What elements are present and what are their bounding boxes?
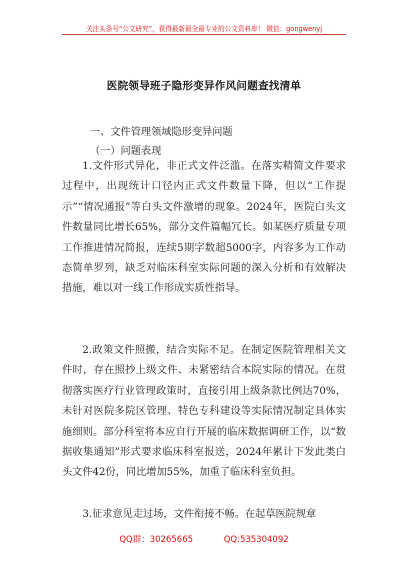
paragraph-text: 1.文件形式异化，非正式文件泛滥。在落实精简文件要求过程中，出现统计口径内正式文件数量下降，但以“工作提示”“情况通报”等白头文件激增的现象。2024年，医院白头文件数量同比增长65%，部分文件篇幅冗长。如某医疗质量专项工作推进情况简报，连续5期字数超5000字，内容多为工作动态简单罗列，缺乏对临床科室实际问题的深入分析和有效解决措施，难以对一线工作形成实质性指导。 xyxy=(62,161,346,295)
subsection-heading: （一）问题表现 xyxy=(90,146,162,157)
paragraph-text: 3.征求意见走过场，文件衔接不畅。在起草医院规章 xyxy=(82,509,317,520)
paragraph-3 xyxy=(62,505,346,525)
footer-contact xyxy=(0,533,408,545)
paragraph-text: 2.政策文件照搬，结合实际不足。在制定医院管理相关文件时，存在照抄上级文件、未紧密结合本院实际的情况。在贯彻落实医疗行业管理政策时，直接引用上级条款比例达70%，未针对医院多院区管理、特色专科建设等实际情况制定具体实施细则。部分科室将本应自行开展的临床数据调研工作，以“数据收集通知”形式要求临床科室报送，2024年累计下发此类白头文件42份，同比增加55%，加重了临床科室负担。 xyxy=(62,345,346,479)
document-title: 医院领导班子隐形变异作风问题查找清单 xyxy=(106,80,302,92)
header-banner: 关注头条号“公文研究”，获得最新最全最专业的公文资料库！ 微信：gongwenyj xyxy=(85,25,323,33)
header-rule xyxy=(62,34,346,35)
footer-qq: QQ:535304092 xyxy=(223,535,289,545)
paragraph-1 xyxy=(62,157,346,300)
paragraph-2 xyxy=(62,341,346,484)
footer-qq-group: QQ群：30265665 xyxy=(119,535,194,545)
section-heading: 一、文件管理领域隐形变异问题 xyxy=(90,127,233,138)
